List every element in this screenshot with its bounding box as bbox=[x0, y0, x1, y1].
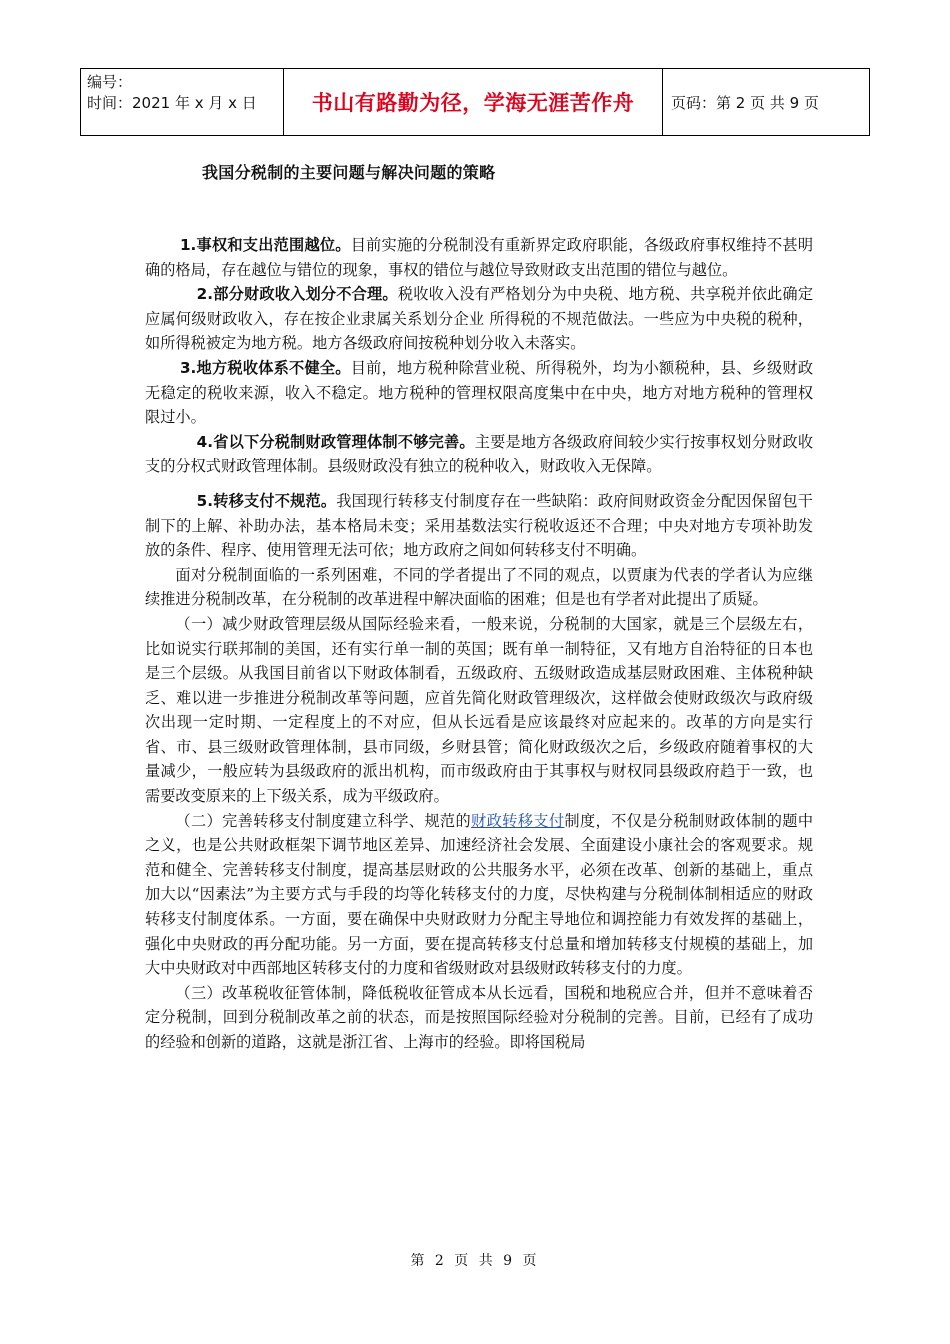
paragraph-6 bbox=[145, 563, 813, 612]
header-table bbox=[80, 68, 870, 136]
paragraph-4-text: 主要是地方各级政府间较少实行按事权划分财政收支的分权式财政管理体制。县级财政没有独立的税种收入，财政收入无保障。 bbox=[145, 432, 814, 476]
page-title: 我国分税制的主要问题与解决问题的策略 bbox=[202, 163, 496, 182]
paragraph-2 bbox=[145, 282, 813, 356]
paragraph-3-text: 目前，地方税种除营业税、所得税外，均为小额税种，县、乡级财政无稳定的税收来源，收入不稳定。地方税种的管理权限高度集中在中央，地方对地方税种的管理权限过小。 bbox=[145, 358, 814, 427]
date-line: 时间：2021 年 x 月 x 日 bbox=[87, 94, 257, 112]
paragraph-5-heading: 5.转移支付不规范。 bbox=[196, 491, 337, 510]
paragraph-7 bbox=[145, 612, 813, 809]
motto: 书山有路勤为径，学海无涯苦作舟 bbox=[311, 91, 635, 115]
paragraph-6-text: 面对分税制面临的一系列困难，不同的学者提出了不同的观点，以贾康为代表的学者认为应继续推进分税制改革，在分税制的改革进程中解决面临的困难；但是也有学者对此提出了质疑。 bbox=[145, 565, 813, 609]
paragraph-9 bbox=[145, 981, 813, 1055]
document-body bbox=[145, 233, 813, 1055]
header-motto-cell bbox=[284, 69, 663, 136]
paragraph-4 bbox=[145, 430, 813, 479]
paragraph-2-text: 税收收入没有严格划分为中央税、地方税、共享税并依此确定应属何级财政收入，存在按企业隶属关系划分企业 所得税的不规范做法。一些应为中央税的税种，如所得税被定为地方税。地方各级政府间按税种划分收入未落实。 bbox=[145, 285, 814, 353]
number-label: 编号： bbox=[87, 73, 133, 91]
paragraph-8-text-post: 制度，不仅是分税制财政体制的题中之义，也是公共财政框架下调节地区差异、加速经济社会发展、全面建设小康社会的客观要求。规范和健全、完善转移支付制度，提高基层财政的公共服务水平，必须在改革、创新的基础上，重点加大以“因素法”为主要方式与手段的均等化转移支付的力度，尽快构建与分税制体制相适应的财政转移支付制度体系。一方面，要在确保中央财政财力分配主导地位和调控能力有效发挥的基础上，强化中央财政的再分配功能。另一方面，要在提高转移支付总量和增加转移支付规模的基础上，加大中央财政对中西部地区转移支付的力度和省级财政对县级财政转移支付的力度。 bbox=[145, 811, 814, 978]
paragraph-gap bbox=[145, 479, 813, 489]
paragraph-1-text: 目前实施的分税制没有重新界定政府职能，各级政府事权维持不甚明确的格局，存在越位与错位的现象，事权的错位与越位导致财政支出范围的错位与越位。 bbox=[145, 236, 814, 279]
paragraph-4-heading: 4.省以下分税制财政管理体制不够完善。 bbox=[196, 432, 475, 451]
header-meta bbox=[81, 69, 284, 136]
paragraph-2-heading: 2.部分财政收入划分不合理。 bbox=[196, 285, 398, 304]
paragraph-3 bbox=[145, 356, 813, 430]
paragraph-5-text: 我国现行转移支付制度存在一些缺陷：政府间财政资金分配因保留包干制下的上解、补助办法，基本格局未变；采用基数法实行税收返还不合理；中央对地方专项补助发放的条件、程序、使用管理无法可依；地方政府之间如何转移支付不明确。 bbox=[145, 491, 813, 560]
paragraph-9-text: （三）改革税收征管体制，降低税收征管成本从长远看，国税和地税应合并，但并不意味着否定分税制，回到分税制改革之前的状态，而是按照国际经验对分税制的完善。目前，已经有了成功的经验和创新的道路，这就是浙江省、上海市的经验。即将国税局 bbox=[145, 983, 813, 1051]
fiscal-transfer-link[interactable]: 财政转移支付 bbox=[471, 811, 565, 830]
page-info: 页码：第 2 页 共 9 页 bbox=[663, 69, 870, 136]
paragraph-1 bbox=[145, 233, 813, 282]
paragraph-3-heading: 3.地方税收体系不健全。 bbox=[179, 358, 351, 377]
paragraph-8-text-pre: （二）完善转移支付制度建立科学、规范的 bbox=[175, 811, 472, 830]
paragraph-7-text: （一）减少财政管理层级从国际经验来看，一般来说，分税制的大国家，就是三个层级左右，比如说实行联邦制的美国，还有实行单一制的英国；既有单一制特征，又有地方自治特征的日本也是三个层级。从我国目前省以下财政体制看，五级政府、五级财政造成基层财政困难、主体税种缺乏、难以进一步推进分税制改革等问题，应首先简化财政管理级次，这样做会使财政级次与政府级次出现一定时期、一定程度上的不对应，但从长远看是应该最终对应起来的。改革的方向是实行省、市、县三级财政管理体制，县市同级，乡财县管；简化财政级次之后，乡级政府随着事权的大量减少，一般应转为县级政府的派出机构，而市级政府由于其事权与财权同县级政府趋于一致，也需要改变原来的上下级关系，成为平级政府。 bbox=[145, 614, 813, 806]
paragraph-1-heading: 1.事权和支出范围越位。 bbox=[179, 236, 351, 254]
page-footer: 第 2 页 共 9 页 bbox=[410, 1253, 540, 1269]
paragraph-5 bbox=[145, 489, 813, 563]
paragraph-8 bbox=[145, 809, 813, 981]
